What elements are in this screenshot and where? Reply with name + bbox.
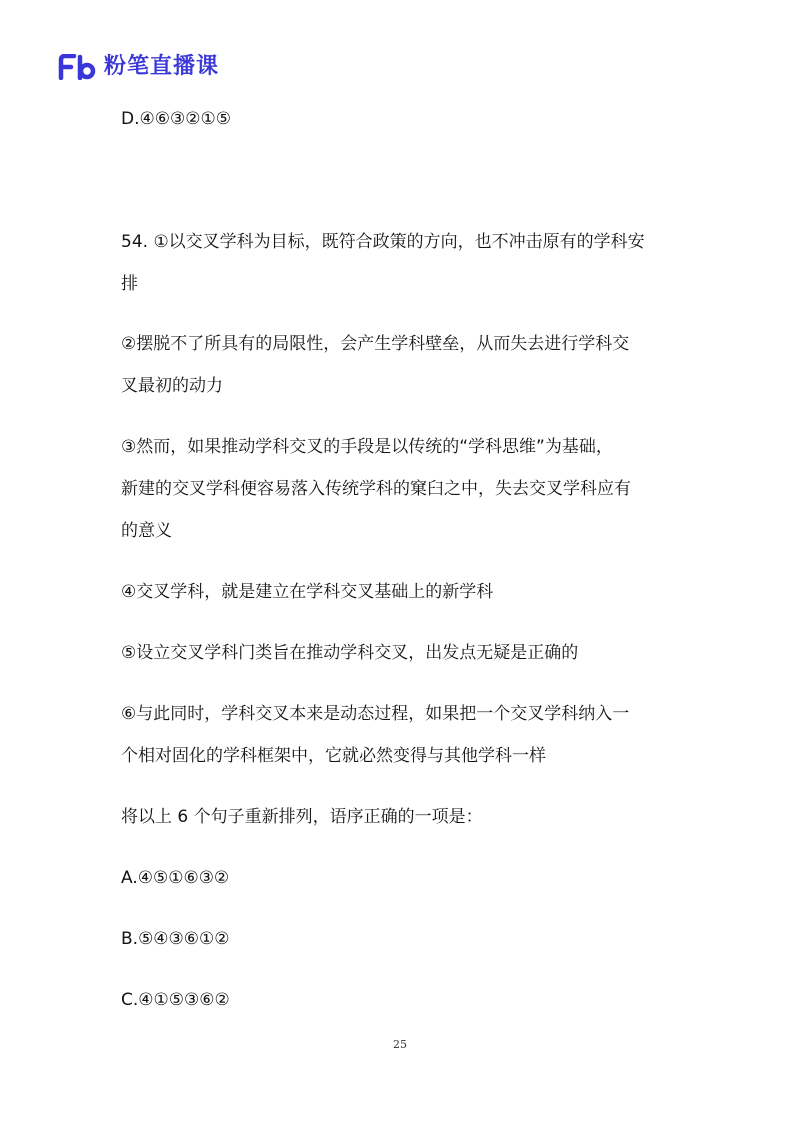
page-number: 25 — [393, 1038, 407, 1051]
sentence-6-line-2: 个相对固化的学科框架中，它就必然变得与其他学科一样 — [121, 746, 546, 766]
sentence-6-line-1: ⑥与此同时，学科交叉本来是动态过程，如果把一个交叉学科纳入一 — [121, 704, 630, 724]
prev-option-d: D.④⑥③②①⑤ — [121, 109, 231, 129]
fb-logo-icon — [58, 54, 98, 80]
question-stem-line-1: 54. ①以交叉学科为目标，既符合政策的方向，也不冲击原有的学科安 — [121, 232, 645, 252]
sentence-2-line-2: 叉最初的动力 — [121, 376, 223, 396]
sentence-4: ④交叉学科，就是建立在学科交叉基础上的新学科 — [121, 582, 494, 602]
sentence-2-line-1: ②摆脱不了所具有的局限性，会产生学科壁垒，从而失去进行学科交 — [121, 334, 630, 354]
header — [58, 52, 219, 82]
sentence-3-line-2: 新建的交叉学科便容易落入传统学科的窠臼之中，失去交叉学科应有 — [121, 479, 631, 499]
brand-name: 粉笔直播课 — [104, 54, 220, 79]
question-prompt: 将以上 6 个句子重新排列，语序正确的一项是： — [121, 807, 483, 827]
option-a: A.④⑤①⑥③② — [121, 868, 230, 888]
sentence-5: ⑤设立交叉学科门类旨在推动学科交叉，出发点无疑是正确的 — [121, 643, 579, 663]
sentence-3-line-1: ③然而，如果推动学科交叉的手段是以传统的“学科思维”为基础， — [121, 437, 613, 457]
question-stem-line-2: 排 — [121, 274, 138, 294]
sentence-3-line-3: 的意义 — [121, 521, 172, 541]
option-c: C.④①⑤③⑥② — [121, 990, 230, 1010]
option-b: B.⑤④③⑥①② — [121, 929, 230, 949]
